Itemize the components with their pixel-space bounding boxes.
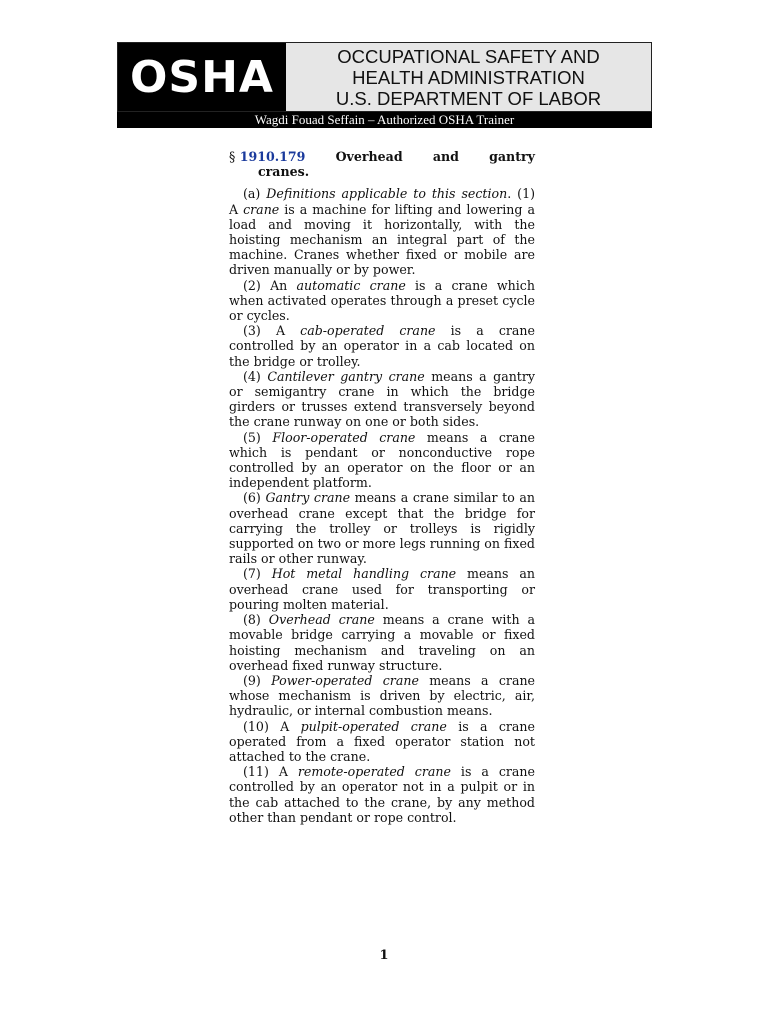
defined-term: Floor-operated crane: [272, 429, 416, 445]
defined-term: remote-operated crane: [297, 764, 451, 780]
section-number[interactable]: 1910.179: [239, 149, 306, 164]
paragraph-7: (7) Hot metal handling crane means an overhead crane used for transporting or pouring molten material.: [229, 566, 535, 612]
trainer-banner: Wagdi Fouad Seffain – Authorized OSHA Trainer: [117, 112, 652, 128]
paragraph-4: (4) Cantilever gantry crane means a gantry or semigantry crane in which the bridge girders or trusses extend transversely beyond the crane runway on one or both sides.: [229, 368, 536, 430]
defined-term: cab-operated crane: [300, 323, 436, 339]
paragraph-a1: (a) Definitions applicable to this section. (1) A crane is a machine for lifting and lowering a load and moving it horizontally, with the hoisting mechanism an integral part of the machine. Cranes whether fixed or mobile are driven manually or by power.: [229, 186, 535, 278]
paragraph-9: (9) Power-operated crane means a crane whose mechanism is driven by electric, air, hydraulic, or internal combustion means.: [229, 672, 536, 719]
section-title-word-3: gantry: [489, 149, 535, 164]
page-number: 1: [379, 948, 389, 963]
defined-term: Power-operated crane: [271, 672, 419, 688]
defined-term: Hot metal handling crane: [271, 566, 457, 582]
paragraph-10: (10) A pulpit-operated crane is a crane operated from a fixed operator station not attached to the crane.: [229, 718, 535, 764]
osha-header: [117, 42, 652, 112]
paragraph-2: (2) An automatic crane is a crane which when activated operates through a preset cycle or cycles.: [229, 277, 535, 324]
agency-name: [286, 43, 651, 111]
defined-term: pulpit-operated crane: [300, 718, 447, 734]
agency-line-3: U.S. DEPARTMENT OF LABOR: [335, 87, 602, 109]
paragraph-5: (5) Floor-operated crane means a crane which is pendant or nonconductive rope controlled by an operator on the floor or an independent platform.: [229, 429, 536, 491]
section-title-continued: cranes.: [258, 164, 310, 180]
osha-logo: OSHA: [118, 43, 286, 111]
section-heading: [229, 149, 535, 164]
defined-term: Definitions applicable to this section: [266, 186, 508, 202]
paragraph-6: (6) Gantry crane means a crane similar to an overhead crane except that the bridge for carrying the trolley or trolleys is rigidly supported on two or more legs running on fixed rails or other runway.: [229, 490, 536, 567]
defined-term: automatic crane: [296, 277, 406, 293]
section-title-word-1: Overhead: [335, 149, 403, 164]
paragraph-3: (3) A cab-operated crane is a crane controlled by an operator in a cab located on the bridge or trolley.: [229, 323, 535, 369]
regulation-text: [229, 149, 535, 825]
paragraph-11: (11) A remote-operated crane is a crane controlled by an operator not in a pulpit or in the cab attached to the crane, by any method other than pendant or rope control.: [229, 764, 535, 825]
defined-term: Overhead crane: [268, 612, 375, 628]
defined-term: Gantry crane: [265, 490, 351, 506]
defined-term: crane: [243, 201, 280, 217]
section-title-word-2: and: [432, 149, 459, 164]
section-symbol: §: [229, 149, 236, 164]
defined-term: Cantilever gantry crane: [267, 368, 425, 384]
agency-line-1: OCCUPATIONAL SAFETY AND: [337, 45, 600, 67]
paragraph-8: (8) Overhead crane means a crane with a movable bridge carrying a movable or fixed hoisting mechanism and traveling on an overhead fixed runway structure.: [229, 612, 536, 673]
agency-line-2: HEALTH ADMINISTRATION: [352, 66, 585, 88]
